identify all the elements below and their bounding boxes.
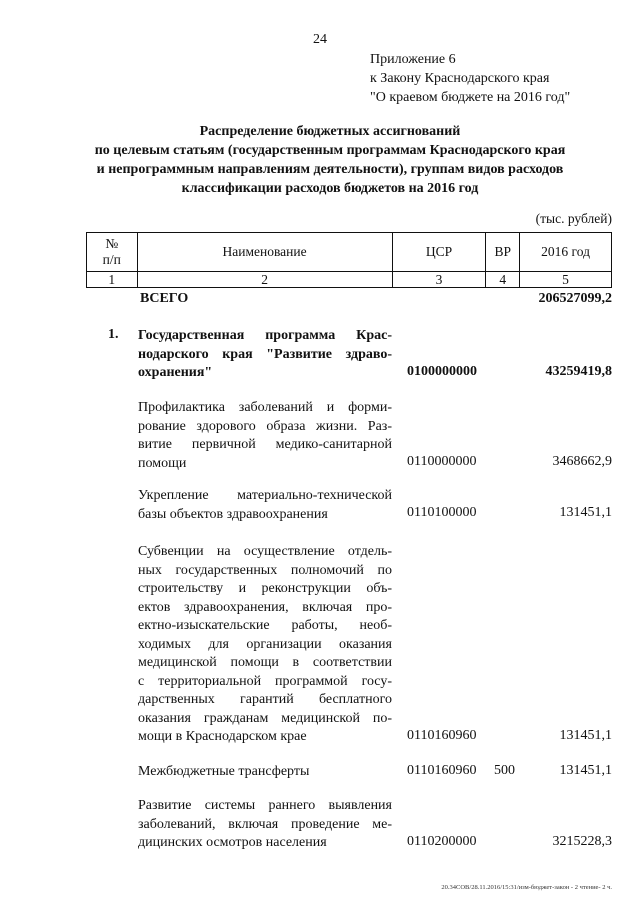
- appendix-line-1: Приложение 6: [370, 52, 456, 67]
- title-line-2: по целевым статьям (государственным программам Краснодарского края: [94, 143, 566, 158]
- page-number: 24: [313, 32, 327, 47]
- row-name: Профилактика заболеваний и форми- рование здорового образа жизни. Раз- витие первичной медико-санитарной помощи: [138, 400, 392, 471]
- header-index-4: 4: [486, 272, 520, 288]
- appendix-line-3: "О краевом бюджете на 2016 год": [370, 90, 571, 105]
- title-line-1: Распределение бюджетных ассигнований: [199, 124, 461, 139]
- document-title: [60, 122, 600, 198]
- row-amount: 131451,1: [559, 728, 612, 743]
- appendix-line-2: к Закону Краснодарского края: [370, 71, 550, 86]
- row-vr: 500: [494, 763, 515, 778]
- header-name: Наименование: [137, 233, 392, 272]
- header-year: 2016 год: [520, 233, 612, 272]
- total-label: ВСЕГО: [140, 291, 189, 306]
- row-csr: 0100000000: [407, 364, 477, 379]
- row-amount: 131451,1: [559, 505, 612, 520]
- table-header: [86, 232, 612, 288]
- header-index-3: 3: [392, 272, 486, 288]
- row-csr: 0110100000: [407, 505, 477, 520]
- title-line-3: и непрограммным направлениям деятельности), группам видов расходов: [96, 162, 564, 177]
- row-number: 1.: [108, 327, 119, 342]
- title-line-4: классификации расходов бюджетов на 2016 год: [181, 181, 479, 196]
- row-amount: 3215228,3: [552, 834, 612, 849]
- row-name: Государственная программа Крас- нодарского края "Развитие здраво- охранения": [138, 328, 392, 380]
- row-amount: 3468662,9: [552, 454, 612, 469]
- row-csr: 0110200000: [407, 834, 477, 849]
- row-amount: 131451,1: [559, 763, 612, 778]
- header-index-1: 1: [87, 272, 138, 288]
- header-num: № п/п: [87, 233, 138, 272]
- row-name: Субвенции на осуществление отдель- ных государственных полномочий по строительству и реконструкции объ- ектов здравоохранения, включая про- ектно-изыскательские работы, необ- ходимых для организации оказания медицинской помощи в соответствии с территориальной программой госу- дарственных гарантий бесплатного оказания гражданам медицинской по- мощи в Краснодарском крае: [138, 544, 392, 744]
- footer-stamp: 20.34СОВ/28.11.2016/15:31/изм-бюджет-закон - 2 чтение- 2 ч.: [441, 884, 612, 891]
- header-vr: ВР: [486, 233, 520, 272]
- row-csr: 0110160960: [407, 763, 477, 778]
- row-csr: 0110160960: [407, 728, 477, 743]
- header-csr: ЦСР: [392, 233, 486, 272]
- row-csr: 0110000000: [407, 454, 477, 469]
- total-amount: 206527099,2: [538, 291, 612, 306]
- row-name: Развитие системы раннего выявления заболеваний, включая проведение ме- дицинских осмотров населения: [138, 798, 392, 850]
- row-name: Межбюджетные трансферты: [138, 764, 310, 779]
- row-amount: 43259419,8: [545, 364, 612, 379]
- units-label: (тыс. рублей): [535, 211, 612, 226]
- header-index-5: 5: [520, 272, 612, 288]
- header-index-2: 2: [137, 272, 392, 288]
- row-name: Укрепление материально-технической базы объектов здравоохранения: [138, 488, 392, 522]
